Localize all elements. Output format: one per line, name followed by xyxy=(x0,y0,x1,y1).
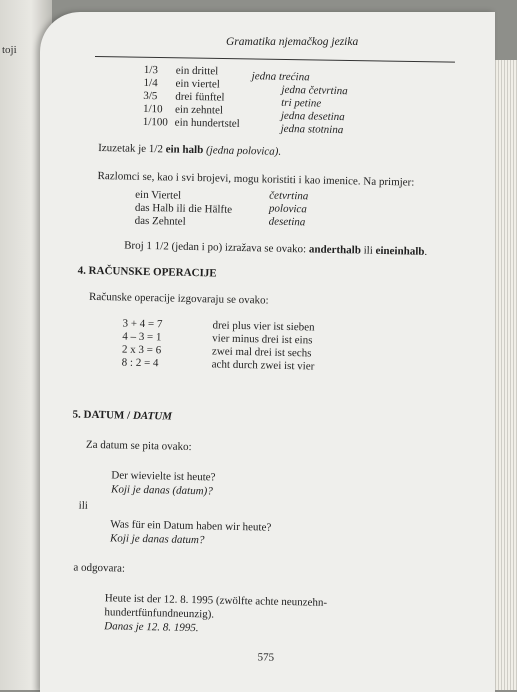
operation-german: zwei mal drei ist sechs xyxy=(211,345,312,360)
q1-german: Der wievielte ist heute? xyxy=(111,469,216,484)
page-number: 575 xyxy=(257,651,275,664)
operation-expression: 8 : 2 = 4 xyxy=(121,356,159,370)
fraction-german: ein hundertstel xyxy=(174,116,240,130)
operation-german: vier minus drei ist eins xyxy=(212,332,313,347)
right-page xyxy=(40,12,495,692)
fraction-value: 1/4 xyxy=(143,76,158,90)
nouns-intro: Razlomci se, kao i svi brojevi, mogu koristiti i kao imenice. Na primjer: xyxy=(97,169,415,189)
nouns-table xyxy=(97,187,495,234)
fraction-value: 1/3 xyxy=(143,63,159,77)
operation-expression: 4 – 3 = 1 xyxy=(122,330,162,344)
noun-croatian: polovica xyxy=(268,202,307,216)
noun-croatian: desetina xyxy=(268,215,306,229)
date-intro: Za datum se pita ovako: xyxy=(85,438,192,454)
noun-german: das Halb ili die Hälfte xyxy=(134,201,233,216)
fraction-german: drei fünftel xyxy=(175,90,225,104)
fraction-value: 1/10 xyxy=(142,102,163,116)
fraction-croatian: jedna stotnina xyxy=(280,122,344,137)
noun-german: das Zehntel xyxy=(134,214,186,228)
section4-title: 4. RAČUNSKE OPERACIJE xyxy=(77,264,217,280)
left-page-fragment: toji xyxy=(2,44,17,56)
q1-croatian: Koji je danas (datum)? xyxy=(110,483,213,498)
fraction-value: 1/100 xyxy=(142,115,168,129)
fraction-croatian: jedna četvrtina xyxy=(281,83,348,98)
answer-intro: a odgovara: xyxy=(73,561,126,575)
answer-croatian: Danas je 12. 8. 1995. xyxy=(104,620,199,635)
noun-german: ein Viertel xyxy=(135,188,182,202)
fraction-german: ein zehntel xyxy=(174,103,224,117)
running-header: Gramatika njemačkog jezika xyxy=(226,36,359,48)
operation-expression: 3 + 4 = 7 xyxy=(122,317,163,331)
fraction-croatian: jedna trećina xyxy=(251,70,310,84)
noun-croatian: četvrtina xyxy=(269,189,309,203)
exception-line: Izuzetak je 1/2 ein halb (jedna polovica). xyxy=(98,141,282,158)
q2-german: Was für ein Datum haben wir heute? xyxy=(110,518,272,534)
one-half-line: Broj 1 1/2 (jedan i po) izražava se ovako: anderthalb ili eineinhalb. xyxy=(124,239,428,258)
fraction-german: ein drittel xyxy=(175,64,219,78)
fraction-value: 3/5 xyxy=(143,89,158,103)
operations-table xyxy=(94,316,495,376)
page-content xyxy=(72,62,495,669)
fractions-table xyxy=(99,62,495,135)
header-rule xyxy=(95,56,455,63)
operation-expression: 2 x 3 = 6 xyxy=(121,343,162,357)
fraction-croatian: tri petine xyxy=(281,96,322,110)
answer-line2: hundertfünfundneunzig). xyxy=(104,606,215,621)
section4-intro: Računske operacije izgovaraju se ovako: xyxy=(88,290,269,307)
fraction-german: ein viertel xyxy=(175,77,220,91)
q2-croatian: Koji je danas datum? xyxy=(109,532,205,547)
fraction-croatian: jedna desetina xyxy=(280,109,345,124)
operation-german: drei plus vier ist sieben xyxy=(212,319,315,334)
answer-line1: Heute ist der 12. 8. 1995 (zwölfte achte neunzehn- xyxy=(104,592,328,609)
operation-german: acht durch zwei ist vier xyxy=(211,358,315,373)
section5-title: 5. DATUM / DATUM xyxy=(72,408,173,423)
ili-word: ili xyxy=(78,499,88,512)
